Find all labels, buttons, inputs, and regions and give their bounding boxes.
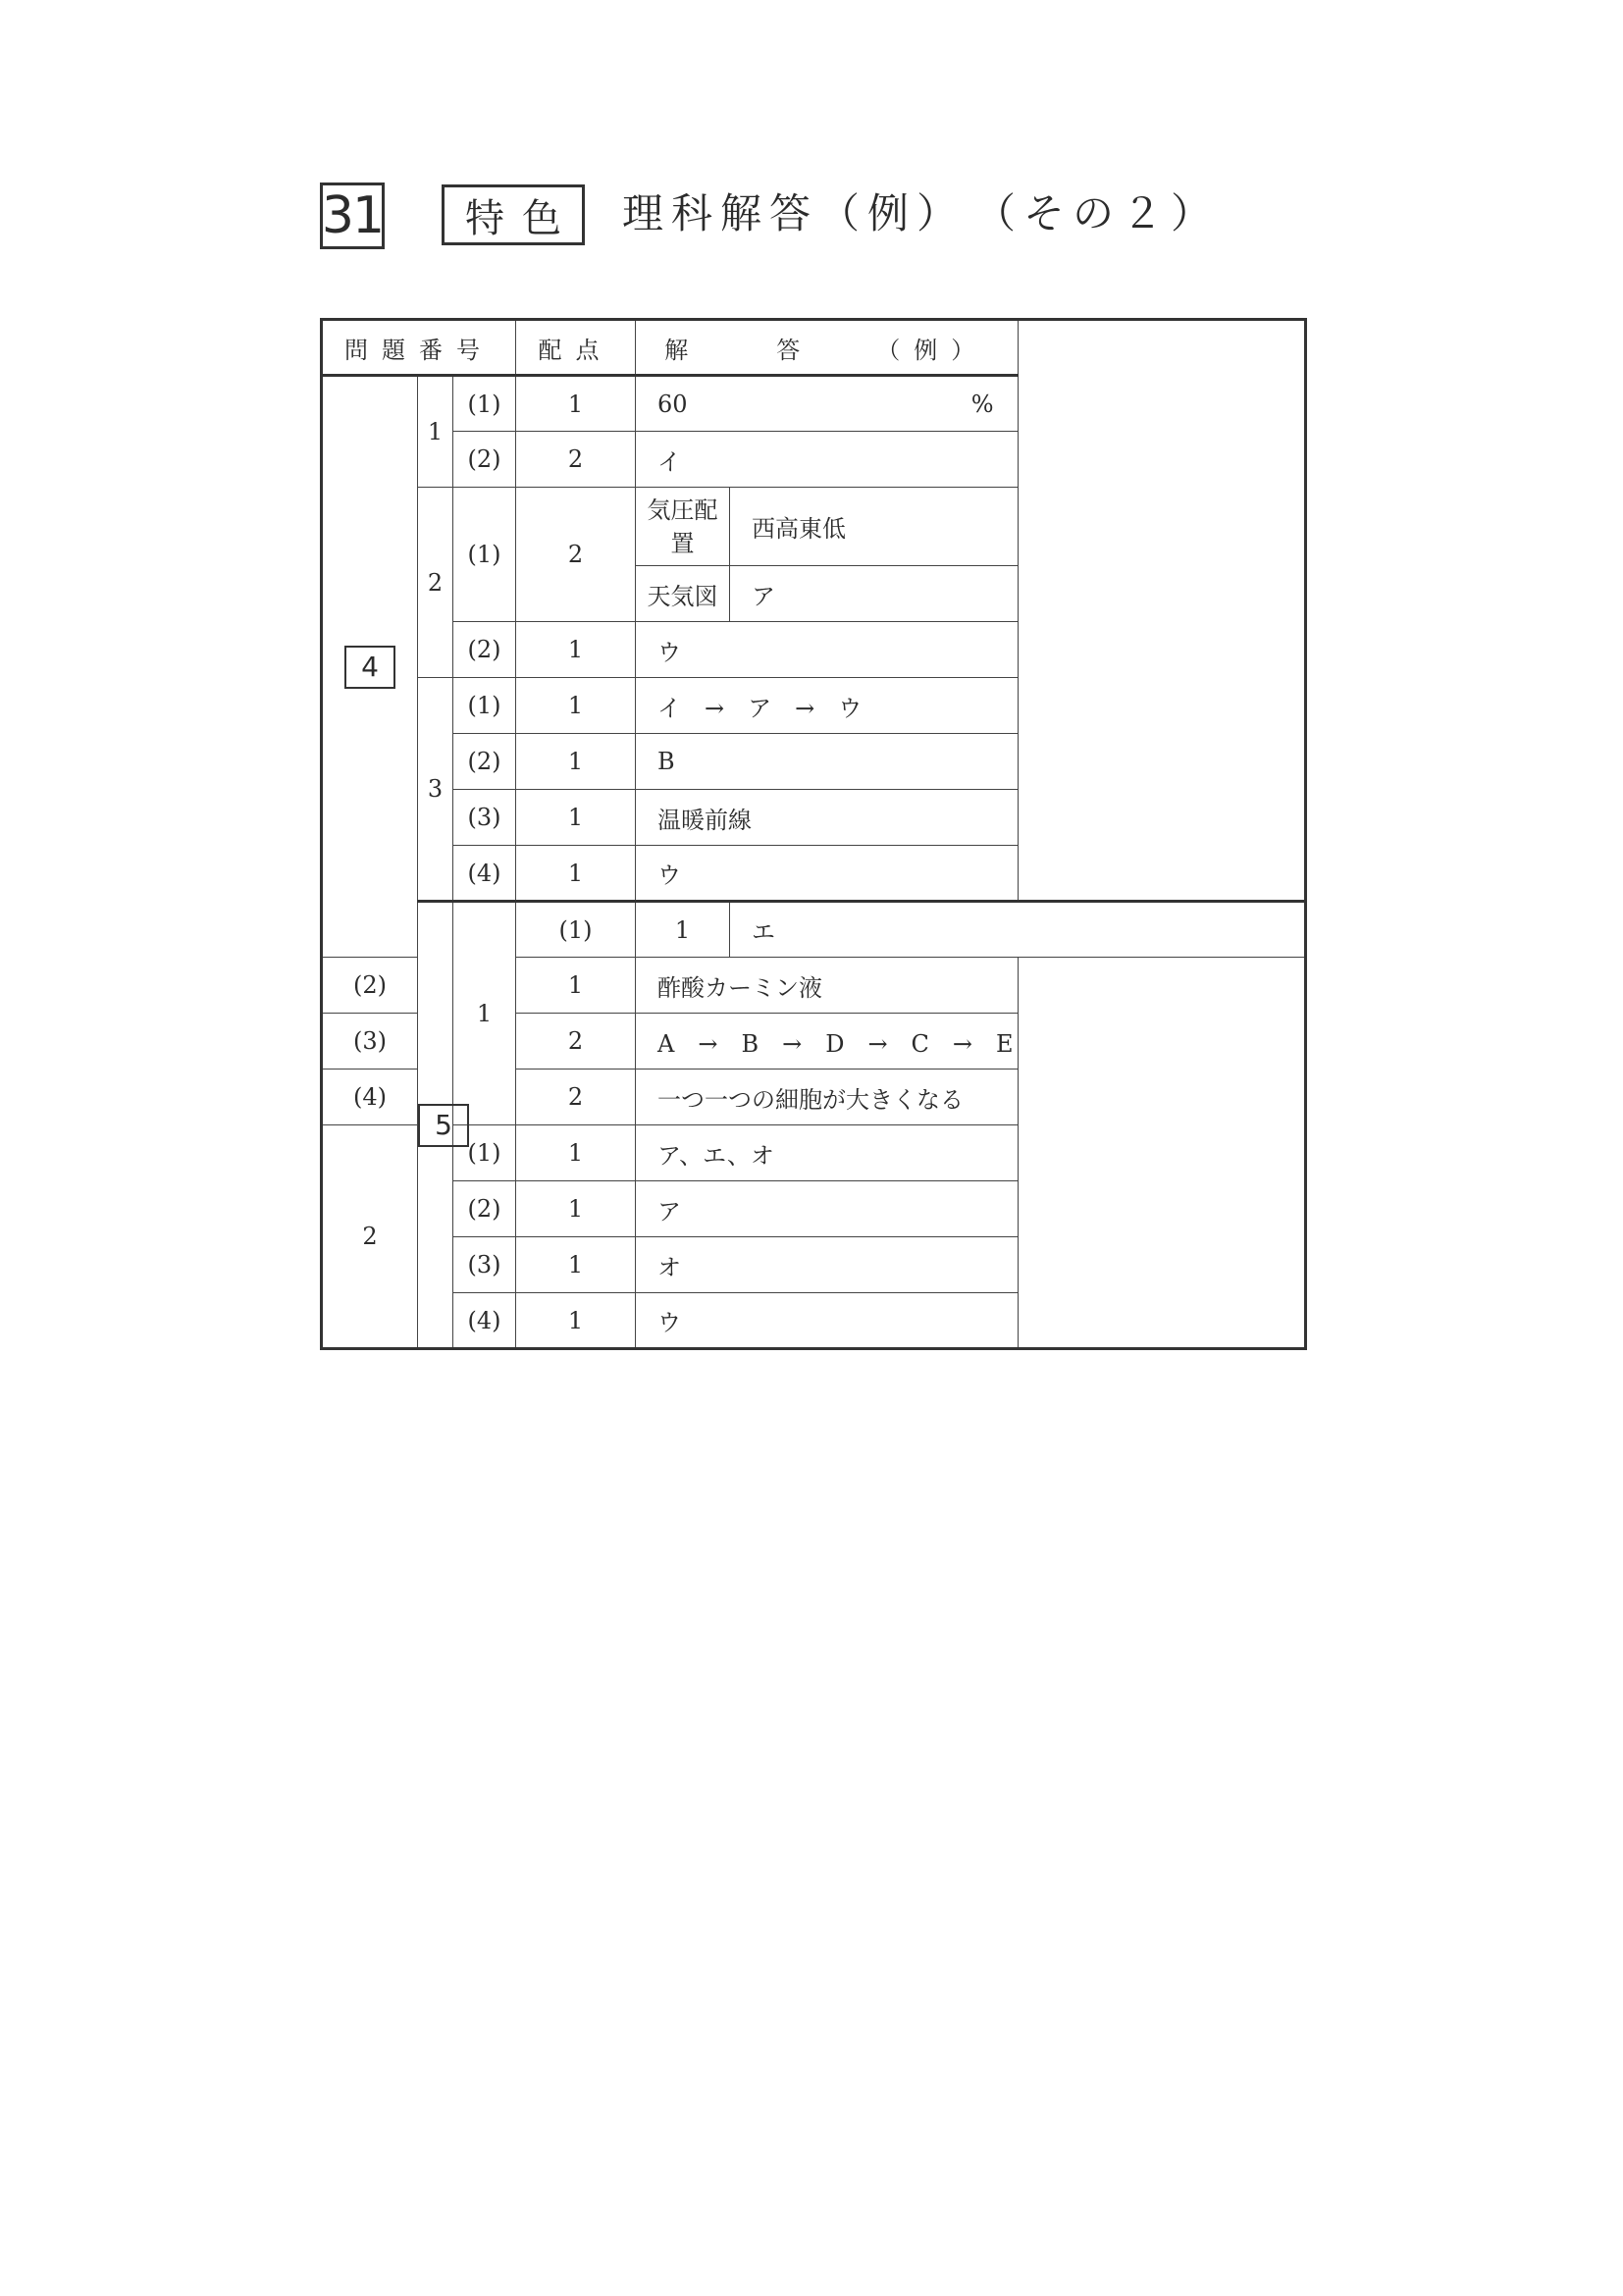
sub-question: (2) bbox=[453, 432, 516, 488]
points-cell: 1 bbox=[516, 1125, 636, 1181]
sub-question: (1) bbox=[453, 376, 516, 432]
answer-cell: 西高東低 bbox=[730, 488, 1018, 566]
sub-question: (3) bbox=[453, 1237, 516, 1293]
table-row bbox=[322, 790, 1306, 846]
table-row bbox=[322, 1293, 1306, 1349]
unit-label: % bbox=[970, 390, 994, 418]
table-row bbox=[322, 678, 1306, 734]
points-cell: 1 bbox=[516, 376, 636, 432]
title-subtitle: （その２） bbox=[995, 189, 1221, 237]
answer-cell: B bbox=[636, 734, 1018, 790]
answer-cell: ア bbox=[636, 1181, 1018, 1237]
answer-cell: 一つ一つの細胞が大きくなる bbox=[636, 1070, 1018, 1125]
header-points: 配点 bbox=[516, 320, 636, 376]
table-row bbox=[322, 1181, 1306, 1237]
points-cell: 2 bbox=[516, 488, 636, 622]
table-row bbox=[322, 846, 1306, 902]
sub-question: (1) bbox=[453, 488, 516, 622]
table-row bbox=[322, 734, 1306, 790]
answer-cell: ウ bbox=[636, 622, 1018, 678]
table-row bbox=[322, 488, 1306, 566]
table-row bbox=[322, 622, 1306, 678]
weather-map-label: 天気図 bbox=[636, 566, 730, 622]
table-row bbox=[322, 376, 1306, 432]
table-row bbox=[322, 1237, 1306, 1293]
answer-cell: オ bbox=[636, 1237, 1018, 1293]
answer-cell: 温暖前線 bbox=[636, 790, 1018, 846]
points-cell: 1 bbox=[516, 622, 636, 678]
group-number: 2 bbox=[322, 1125, 418, 1349]
points-cell: 1 bbox=[516, 678, 636, 734]
points-cell: 2 bbox=[516, 1070, 636, 1125]
answer-cell: ウ bbox=[636, 846, 1018, 902]
answer-cell: エ bbox=[730, 902, 1306, 958]
answer-cell: イ → ア → ウ bbox=[636, 678, 1018, 734]
points-cell: 1 bbox=[516, 734, 636, 790]
page-title bbox=[622, 188, 1220, 239]
answer-text: 60 bbox=[657, 390, 688, 418]
sub-question: (3) bbox=[453, 790, 516, 846]
section-number-cell bbox=[418, 902, 453, 1349]
group-number: 3 bbox=[418, 678, 453, 902]
sub-question: (4) bbox=[322, 1070, 418, 1125]
group-number: 2 bbox=[418, 488, 453, 678]
points-cell: 1 bbox=[516, 790, 636, 846]
header-answer: 解 答 （例） bbox=[636, 320, 1018, 376]
answer-table bbox=[320, 318, 1307, 1350]
answer-cell: A → B → D → C → E bbox=[636, 1014, 1018, 1070]
points-cell: 2 bbox=[516, 1014, 636, 1070]
category-tag-box: 特色 bbox=[442, 184, 585, 245]
points-cell: 2 bbox=[516, 432, 636, 488]
question-number-box: 31 bbox=[320, 183, 385, 249]
table-row bbox=[322, 902, 1306, 958]
sub-question: (1) bbox=[453, 1125, 516, 1181]
sub-question: (1) bbox=[516, 902, 636, 958]
title-text: 理科解答（例） bbox=[622, 189, 967, 237]
sub-question: (2) bbox=[453, 1181, 516, 1237]
answer-cell: 酢酸カーミン液 bbox=[636, 958, 1018, 1014]
sub-question: (3) bbox=[322, 1014, 418, 1070]
group-number: 1 bbox=[453, 902, 516, 1125]
sub-question: (4) bbox=[453, 1293, 516, 1349]
table-header-row bbox=[322, 320, 1306, 376]
section-number-box: 5 bbox=[418, 1104, 469, 1147]
points-cell: 1 bbox=[516, 1293, 636, 1349]
answer-cell: ア bbox=[730, 566, 1018, 622]
header-question-number: 問題番号 bbox=[322, 320, 516, 376]
points-cell: 1 bbox=[516, 1181, 636, 1237]
answer-cell: ウ bbox=[636, 1293, 1018, 1349]
answer-cell: ア、エ、オ bbox=[636, 1125, 1018, 1181]
section-number-cell bbox=[322, 376, 418, 958]
table-row bbox=[322, 432, 1306, 488]
points-cell: 1 bbox=[516, 958, 636, 1014]
sub-question: (2) bbox=[322, 958, 418, 1014]
sub-question: (4) bbox=[453, 846, 516, 902]
pressure-label: 気圧配置 bbox=[636, 488, 730, 566]
sub-question: (1) bbox=[453, 678, 516, 734]
points-cell: 1 bbox=[516, 1237, 636, 1293]
group-number: 1 bbox=[418, 376, 453, 488]
page-header bbox=[320, 183, 1221, 253]
sub-question: (2) bbox=[453, 734, 516, 790]
sub-question: (2) bbox=[453, 622, 516, 678]
points-cell: 1 bbox=[516, 846, 636, 902]
answer-cell bbox=[636, 376, 1018, 432]
answer-cell: イ bbox=[636, 432, 1018, 488]
section-number-box: 4 bbox=[344, 646, 395, 689]
points-cell: 1 bbox=[636, 902, 730, 958]
